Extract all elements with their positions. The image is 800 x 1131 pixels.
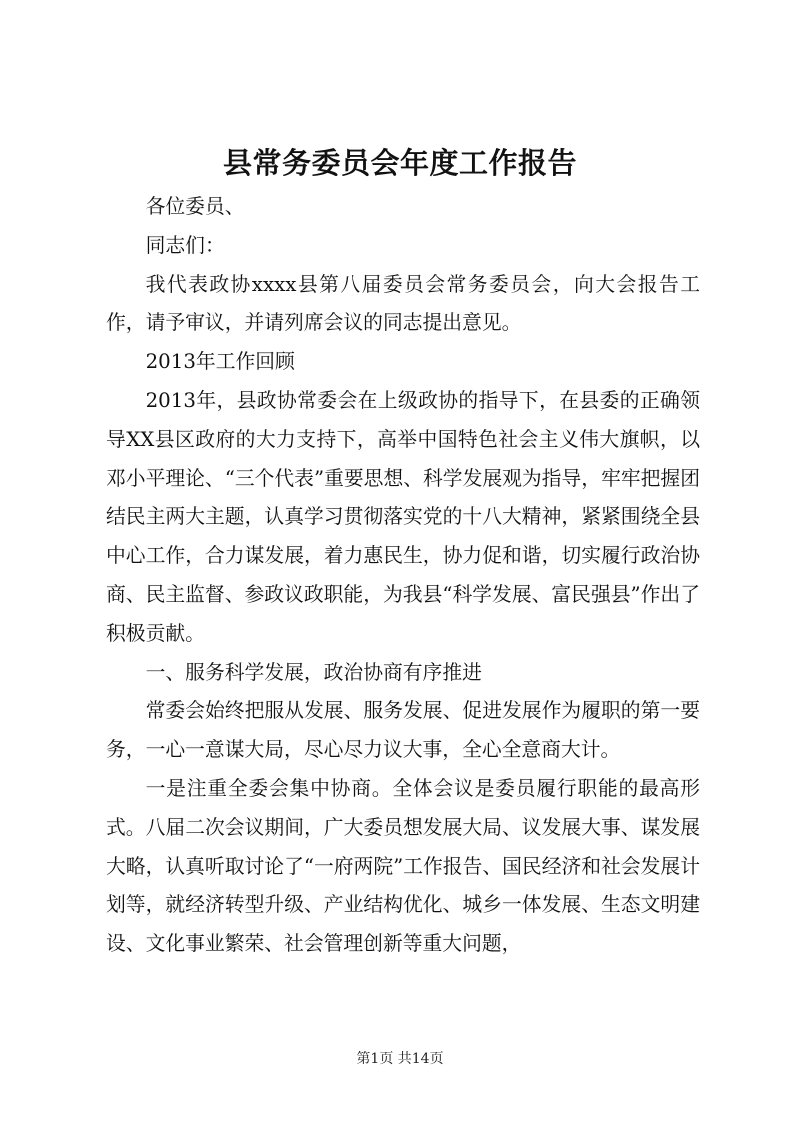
section-one-paragraph: 常委会始终把服从发展、服务发展、促进发展作为履职的第一要务，一心一意谋大局，尽心尽力议大事，全心全意商大计。 bbox=[106, 699, 700, 762]
intro-paragraph: 我代表政协xxxx县第八届委员会常务委员会，向大会报告工作，请予审议，并请列席会议的同志提出意见。 bbox=[106, 272, 700, 335]
document-body bbox=[106, 188, 700, 964]
page-footer: 第1页 共14页 bbox=[356, 1051, 444, 1067]
review-paragraph: 2013年，县政协常委会在上级政协的指导下，在县委的正确领导XX县区政府的大力支持下，高举中国特色社会主义伟大旗帜，以邓小平理论、“三个代表”重要思想、科学发展观为指导，牢牢把握团结民主两大主题，认真学习贯彻落实党的十八大精神，紧紧围绕全县中心工作，合力谋发展，着力惠民生，协力促和谐，切实履行政治协商、民主监督、参政议政职能，为我县“科学发展、富民强县”作出了积极贡献。 bbox=[106, 388, 700, 645]
document-title: 县常务委员会年度工作报告 bbox=[222, 146, 577, 180]
section-heading-review: 2013年工作回顾 bbox=[145, 350, 295, 374]
section-one-point-one: 一是注重全委会集中协商。全体会议是委员履行职能的最高形式。八届二次会议期间，广大委员想发展大局、议发展大事、谋发展大略，认真听取讨论了“一府两院”工作报告、国民经济和社会发展计划等，就经济转型升级、产业结构优化、城乡一体发展、生态文明建设、文化事业繁荣、社会管理创新等重大问题， bbox=[106, 776, 700, 956]
salutation-line-2: 同志们： bbox=[145, 233, 225, 257]
salutation-line-1: 各位委员、 bbox=[145, 195, 245, 218]
section-heading-one: 一、服务科学发展，政治协商有序推进 bbox=[145, 660, 482, 684]
